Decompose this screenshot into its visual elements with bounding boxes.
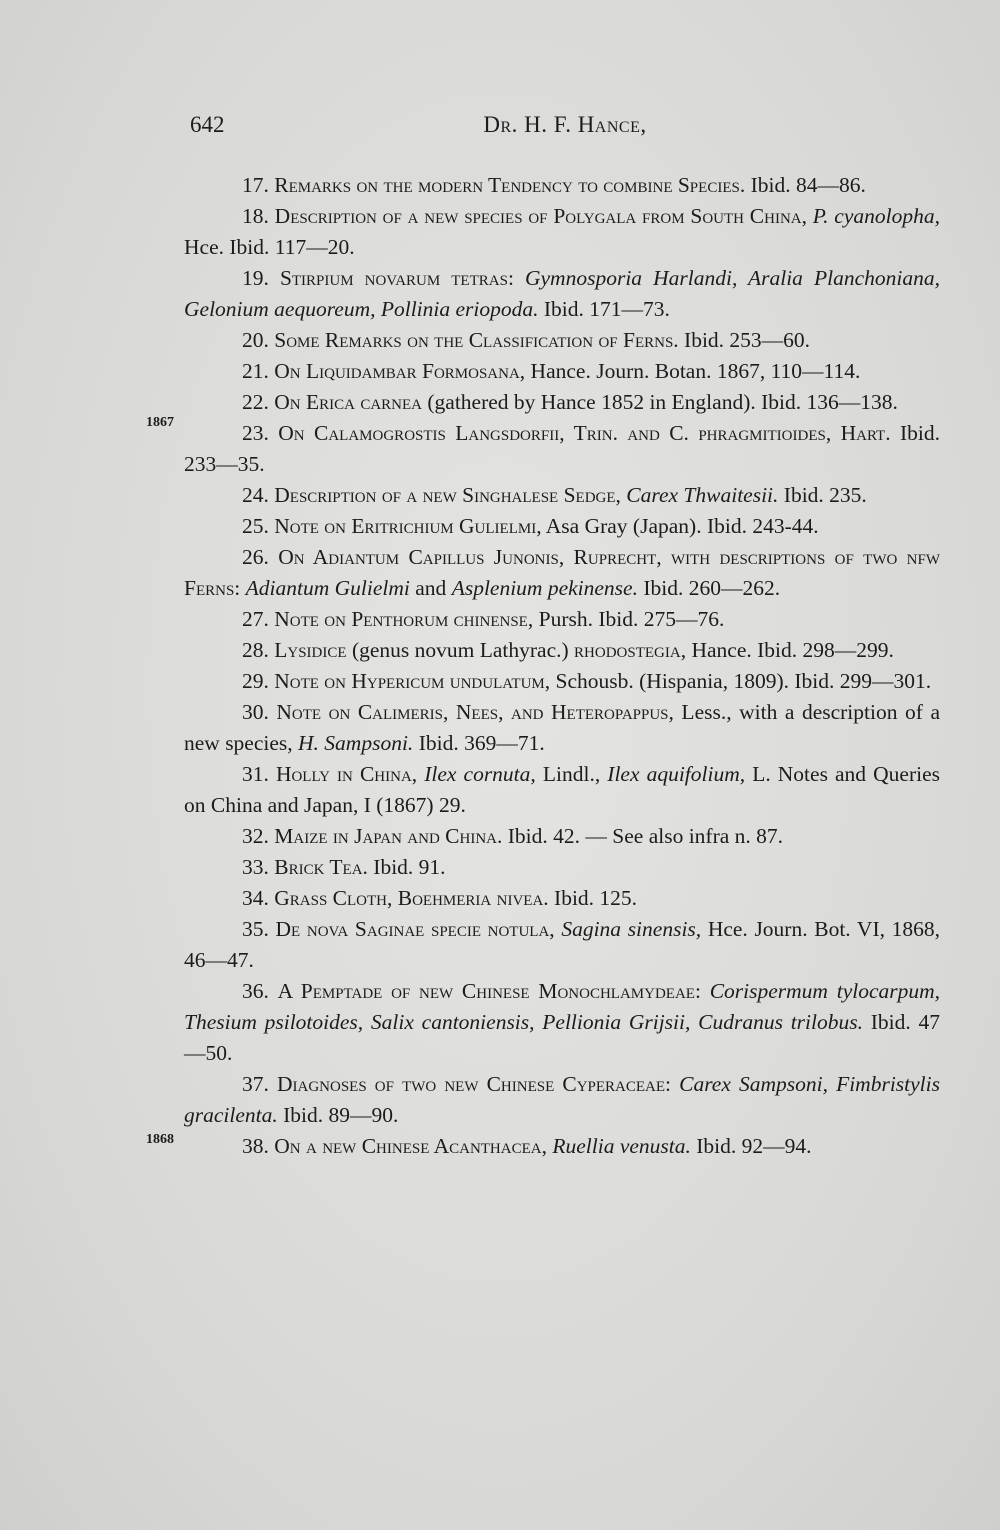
species-name: Corispermum tylocarpum, Thesium psilotoides, Salix cantoniensis, Pellionia Grijsii, Cudranus trilobus.: [184, 979, 941, 1034]
entry-text: Ibid. 92—94.: [690, 1134, 812, 1158]
entry-text: [671, 1072, 679, 1096]
species-name: Sagina sinensis,: [561, 917, 702, 941]
entry-title: Description of a new species of Polygala from South China,: [274, 204, 807, 228]
bibliography-entry: [184, 883, 940, 914]
entry-text: [701, 979, 710, 1003]
entry-title: Remarks on the modern Tendency to combine Species.: [274, 173, 746, 197]
entry-number: 18.: [242, 204, 275, 228]
entry-number: 33.: [242, 855, 275, 879]
bibliography-entry: [184, 976, 940, 1069]
entry-number: 20.: [242, 328, 275, 352]
entry-text: and: [409, 576, 452, 600]
bibliography-entry: [184, 635, 940, 666]
entry-number: 38.: [242, 1134, 275, 1158]
entry-number: 32.: [242, 824, 275, 848]
entry-number: 19.: [242, 266, 280, 290]
entry-text: Ibid. 84—86.: [745, 173, 866, 197]
entry-title: Description of a new Singhalese Sedge,: [274, 483, 621, 507]
bibliography-entry: [184, 759, 940, 821]
entry-title: On a new Chinese Acanthacea,: [274, 1134, 547, 1158]
running-head: Dr. H. F. Hance,: [483, 112, 647, 137]
entry-number: 26.: [242, 545, 279, 569]
entry-title: Note on Penthorum chinense,: [274, 607, 534, 631]
entry-title: Grass Cloth, Boehmeria nivea.: [274, 886, 549, 910]
entry-number: 29.: [242, 669, 275, 693]
entry-title: On Liquidambar Formosana,: [274, 359, 526, 383]
entry-text: Ibid. 171—73.: [538, 297, 670, 321]
entry-text: Ibid. 253—60.: [678, 328, 811, 352]
entry-text: Less., with a description of a new species,: [184, 700, 940, 755]
species-name: P. cyanolopha,: [812, 204, 940, 228]
entry-number: 30.: [242, 700, 277, 724]
entry-title: On Adiantum Capillus Junonis, Ruprecht, with descriptions of two nfw Ferns:: [184, 545, 941, 600]
bibliography-entry: [184, 1069, 940, 1131]
entry-title: Note on Hypericum undulatum,: [274, 669, 551, 693]
bibliography-entry: [184, 387, 940, 418]
entry-number: 23.: [242, 421, 279, 445]
entry-text: Schousb. (Hispania, 1809). Ibid. 299—301.: [550, 669, 932, 693]
entry-text: Ibid. 42. — See also infra n. 87.: [502, 824, 784, 848]
entry-text: Ibid. 260—262.: [637, 576, 781, 600]
entry-text: Hance. Journ. Botan. 1867, 110—114.: [525, 359, 861, 383]
entry-title: Note on Eritrichium Gulielmi,: [274, 514, 542, 538]
entry-title: rhodostegia,: [574, 638, 687, 662]
bibliography-entry: [184, 325, 940, 356]
species-name: Ilex cornuta,: [424, 762, 536, 786]
entry-text: Ibid. 125.: [548, 886, 638, 910]
species-name: Ilex aquifolium,: [607, 762, 746, 786]
margin-year-1868: 1868: [146, 1132, 174, 1147]
bibliography-entry: [184, 914, 940, 976]
entry-number: 36.: [242, 979, 278, 1003]
entry-text: Ibid. 235.: [778, 483, 867, 507]
species-name: Gymnosporia Harlandi, Aralia Planchoniana, Gelonium aequoreum, Pollinia eriopoda.: [184, 266, 940, 321]
entry-text: Hce. Ibid. 117—20.: [184, 235, 355, 259]
entry-text: Hce. Journ. Bot. VI, 1868, 46—47.: [184, 917, 941, 972]
entry-number: 27.: [242, 607, 275, 631]
entry-number: 34.: [242, 886, 275, 910]
bibliography-entry: [184, 821, 940, 852]
bibliography-entry: [184, 263, 940, 325]
entry-number: 31.: [242, 762, 276, 786]
entry-text: Ibid. 369—71.: [413, 731, 545, 755]
entry-text: (gathered by Hance 1852 in England). Ibid. 136—138.: [422, 390, 898, 414]
bibliography-entry: [184, 418, 940, 480]
entry-text: L. Notes and Queries on China and Japan, I (1867) 29.: [184, 762, 940, 817]
entry-title: On Erica carnea: [274, 390, 422, 414]
bibliography-entry: [184, 666, 940, 697]
entry-title: De nova Saginae specie notula,: [275, 917, 555, 941]
bibliography-entry: [184, 170, 940, 201]
bibliography-entry: [184, 511, 940, 542]
entry-text: Lindl.,: [535, 762, 608, 786]
species-name: Asplenium pekinense.: [451, 576, 638, 600]
page-header: [190, 112, 940, 148]
species-name: Adiantum Gulielmi: [245, 576, 410, 600]
bibliography-entry: [184, 697, 940, 759]
bibliography-entry: [184, 852, 940, 883]
entry-number: 25.: [242, 514, 275, 538]
species-name: H. Sampsoni.: [298, 731, 414, 755]
entry-text: Ibid. 91.: [367, 855, 446, 879]
entry-title: Stirpium novarum tetras: [279, 266, 508, 290]
entry-title: On Calamogrostis Langsdorfii, Trin. and C. phragmitioides, Hart.: [278, 421, 891, 445]
entry-text: Ibid. 233—35.: [184, 421, 940, 476]
entry-text: Ibid. 89—90.: [277, 1103, 399, 1127]
entry-text: Hance. Ibid. 298—299.: [686, 638, 894, 662]
entry-text: (genus novum Lathyrac.): [346, 638, 575, 662]
bibliography-entry: [184, 604, 940, 635]
entry-number: 24.: [242, 483, 275, 507]
species-name: Carex Thwaitesii.: [626, 483, 779, 507]
entry-number: 17.: [242, 173, 275, 197]
entry-text: Ibid. 47—50.: [184, 1010, 940, 1065]
entry-title: Some Remarks on the Classification of Ferns.: [274, 328, 679, 352]
entry-title: A Pemptade of new Chinese Monochlamydeae:: [277, 979, 701, 1003]
bibliography-entry: [184, 201, 940, 263]
entry-number: 21.: [242, 359, 275, 383]
entry-title: Note on Calimeris, Nees, and Heteropappus,: [276, 700, 674, 724]
entry-number: 37.: [242, 1072, 277, 1096]
entry-title: Lysidice: [274, 638, 347, 662]
bibliography-entry: [184, 1131, 940, 1162]
entry-title: Diagnoses of two new Chinese Cyperaceae:: [276, 1072, 672, 1096]
margin-year-1867: 1867: [146, 415, 174, 430]
page-number: 642: [190, 112, 225, 137]
bibliography-entry: [184, 356, 940, 387]
entry-text: :: [507, 266, 525, 290]
bibliography-list: [184, 170, 940, 1162]
entry-title: Maize in Japan and China.: [274, 824, 503, 848]
entry-title: Holly in China,: [275, 762, 418, 786]
bibliography-entry: [184, 480, 940, 511]
entry-text: Asa Gray (Japan). Ibid. 243-44.: [541, 514, 819, 538]
entry-number: 35.: [242, 917, 276, 941]
species-name: Ruellia venusta.: [552, 1134, 691, 1158]
entry-number: 22.: [242, 390, 275, 414]
species-name: Carex Sampsoni, Fimbristylis gracilenta.: [184, 1072, 940, 1127]
entry-number: 28.: [242, 638, 275, 662]
entry-title: Brick Tea.: [274, 855, 368, 879]
entry-text: Pursh. Ibid. 275—76.: [533, 607, 725, 631]
bibliography-entry: [184, 542, 940, 604]
